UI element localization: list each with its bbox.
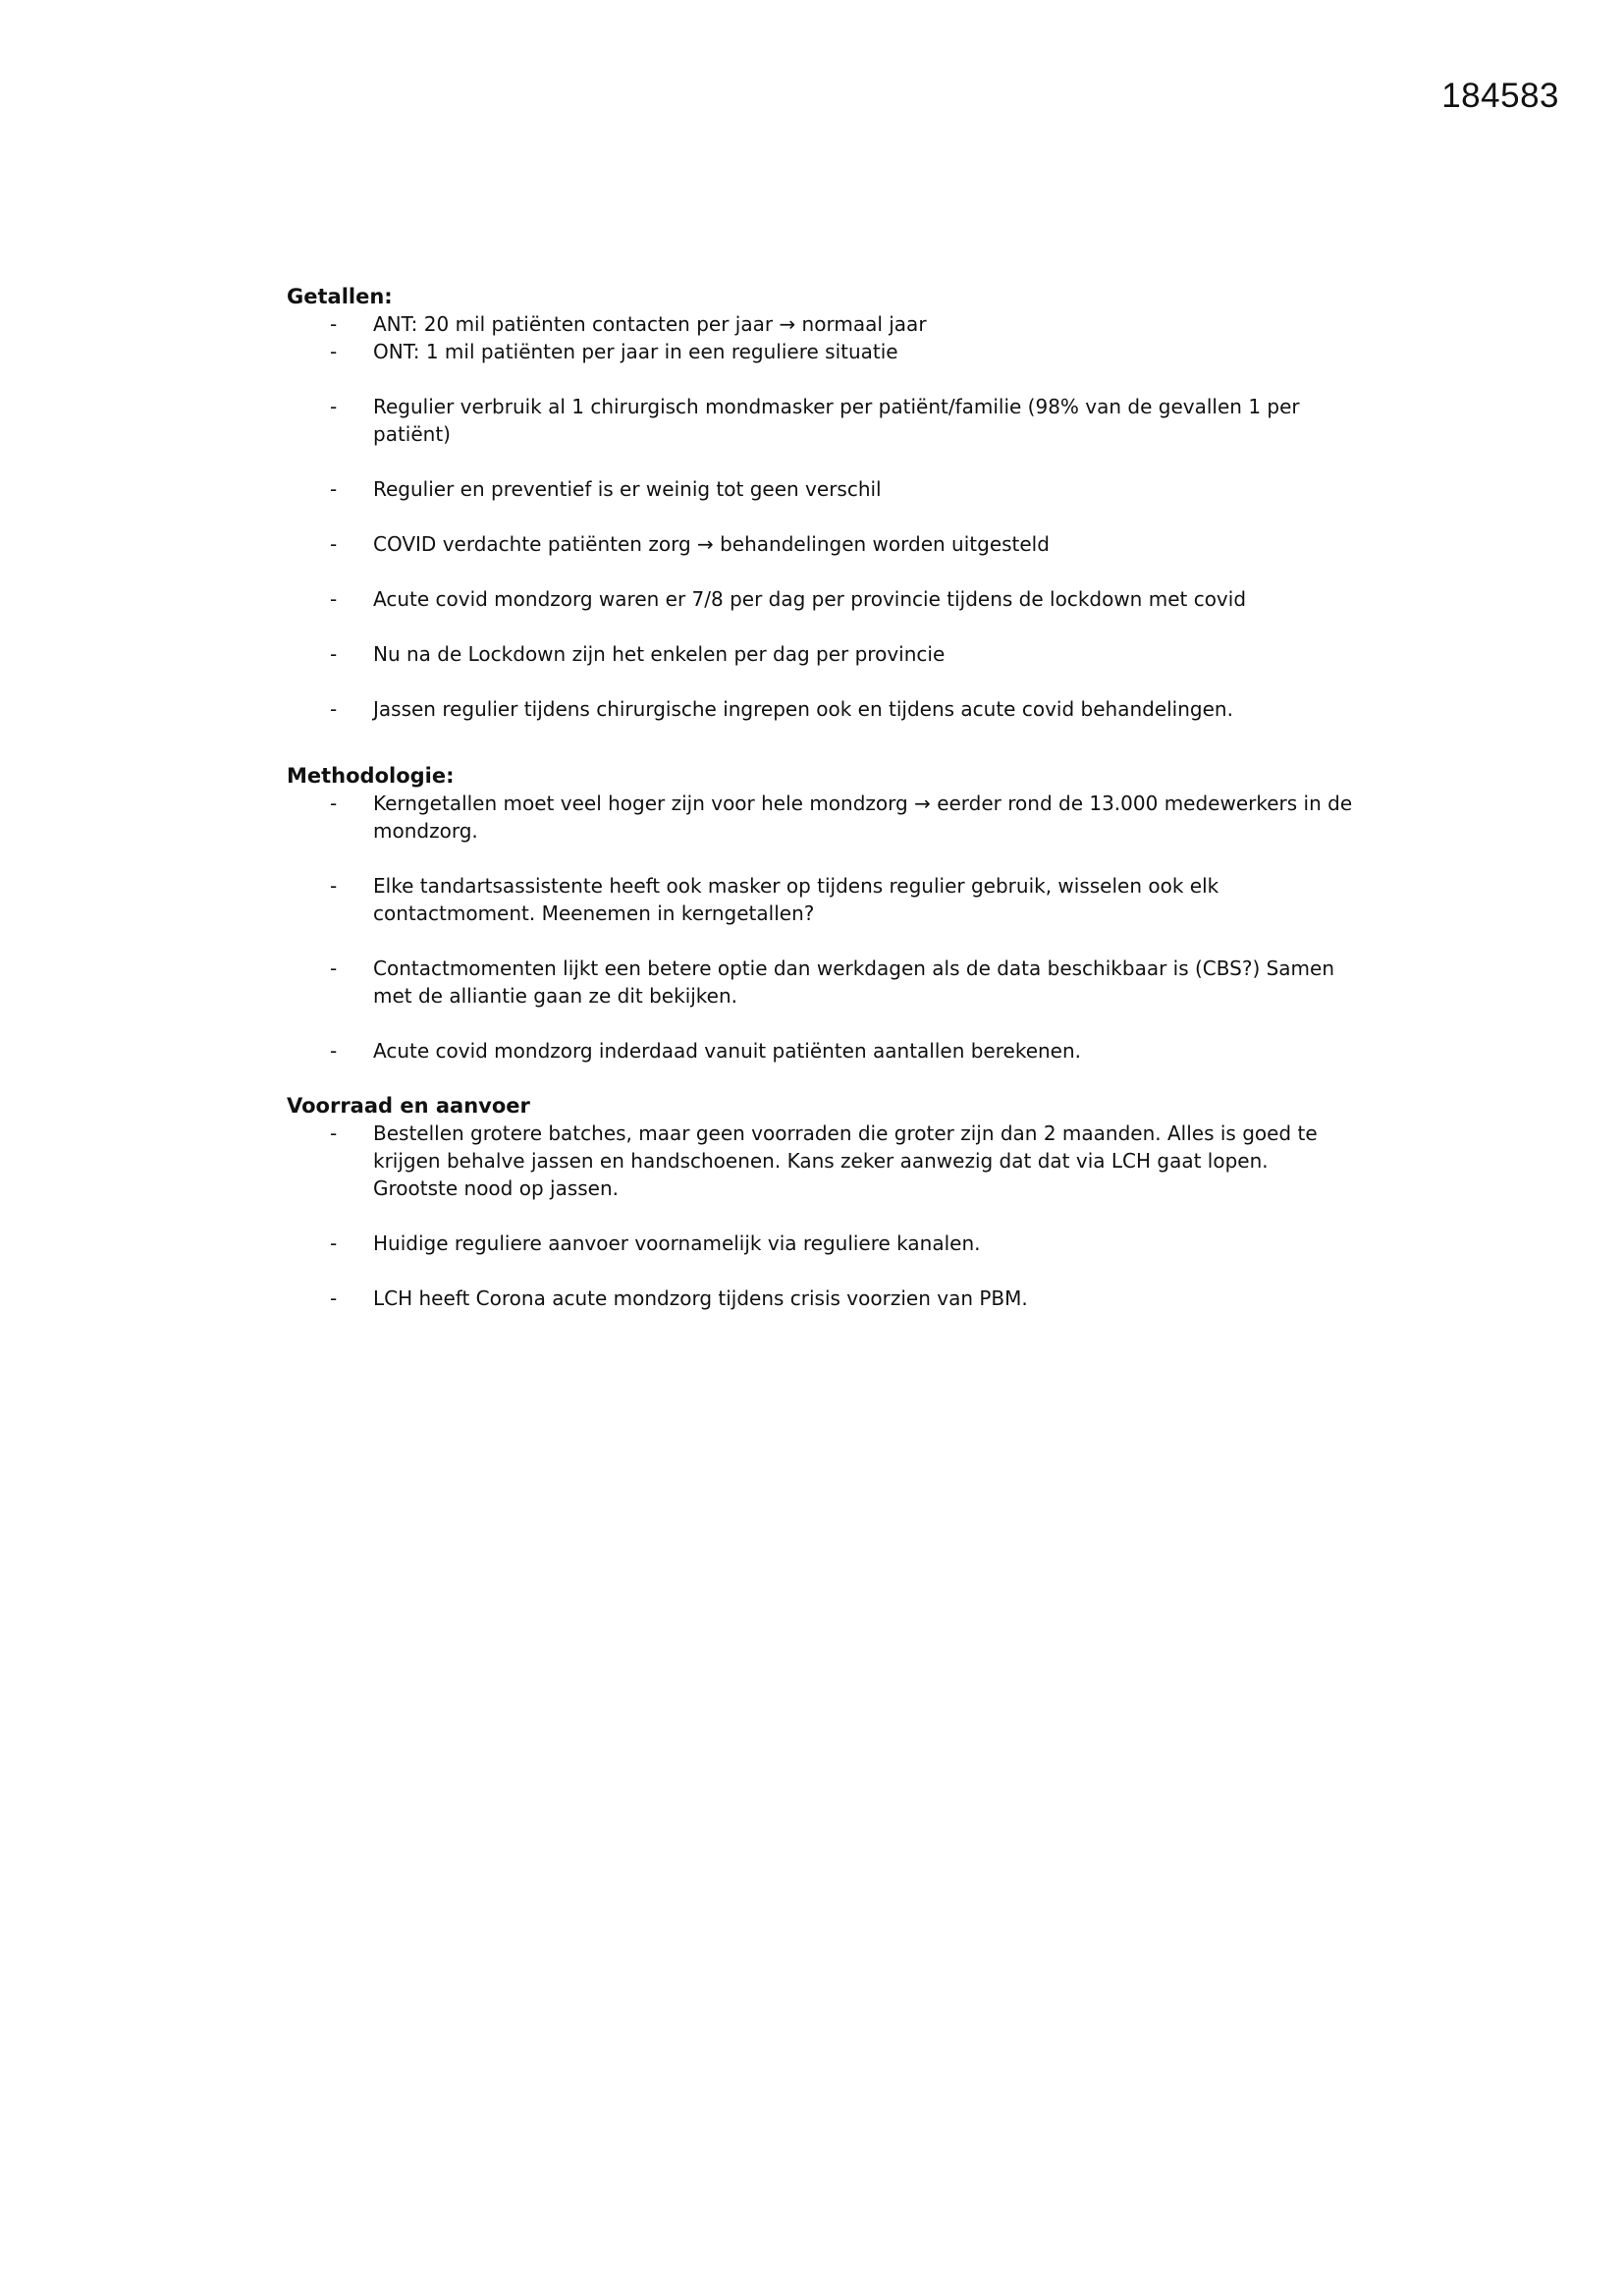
list-item-text: Nu na de Lockdown zijn het enkelen per dag per provincie: [373, 642, 946, 666]
list-item: [287, 955, 1357, 1010]
bullet-dash: -: [330, 1121, 338, 1145]
list-item-text: Bestellen grotere batches, maar geen voorraden die groter zijn dan 2 maanden. Alles is goed te krijgen behalve jassen en handschoenen. Kans zeker aanwezig dat dat via LCH gaat lopen. Grootste nood op jassen.: [373, 1121, 1318, 1200]
list-item-text: COVID verdachte patiënten zorg → behandelingen worden uitgesteld: [373, 532, 1050, 556]
list-item-text: Contactmomenten lijkt een betere optie dan werkdagen als de data beschikbaar is (CBS?) Samen met de alliantie gaan ze dit bekijken.: [373, 957, 1335, 1008]
section-title: Voorraad en aanvoer: [287, 1094, 530, 1118]
section-getallen: [287, 283, 1357, 723]
bullet-list: [287, 790, 1357, 1065]
list-item: [287, 790, 1357, 845]
bullet-dash: -: [330, 792, 338, 815]
section-title: Methodologie:: [287, 764, 455, 788]
list-item: [287, 1285, 1357, 1312]
bullet-dash: -: [330, 532, 338, 556]
list-item-text: Jassen regulier tijdens chirurgische ingrepen ook en tijdens acute covid behandelingen.: [373, 697, 1233, 721]
bullet-dash: -: [330, 957, 338, 980]
list-item: [287, 1120, 1357, 1202]
section-title: Getallen:: [287, 285, 393, 308]
list-item: [287, 530, 1357, 558]
bullet-dash: -: [330, 312, 338, 336]
list-item-text: Regulier verbruik al 1 chirurgisch mondmasker per patiënt/familie (98% van de gevallen 1 per patiënt): [373, 395, 1300, 446]
list-item: [287, 393, 1357, 448]
list-item-text: Kerngetallen moet veel hoger zijn voor hele mondzorg → eerder rond de 13.000 medewerkers in de mondzorg.: [373, 792, 1353, 843]
list-item-text: Acute covid mondzorg waren er 7/8 per dag per provincie tijdens de lockdown met covid: [373, 587, 1247, 611]
section-methodologie: [287, 762, 1357, 1065]
list-item: [287, 585, 1357, 613]
section-voorraad-en-aanvoer: [287, 1092, 1357, 1312]
list-item-text: ANT: 20 mil patiënten contacten per jaar → normaal jaar: [373, 312, 927, 336]
list-item-text: ONT: 1 mil patiënten per jaar in een reguliere situatie: [373, 340, 898, 363]
bullet-dash: -: [330, 340, 338, 363]
bullet-dash: -: [330, 642, 338, 666]
list-item-text: LCH heeft Corona acute mondzorg tijdens crisis voorzien van PBM.: [373, 1286, 1028, 1310]
bullet-dash: -: [330, 1231, 338, 1255]
bullet-dash: -: [330, 477, 338, 501]
list-item: [287, 475, 1357, 503]
list-item: [287, 640, 1357, 668]
list-item-text: Elke tandartsassistente heeft ook masker op tijdens regulier gebruik, wisselen ook elk contactmoment. Meenemen in kerngetallen?: [373, 874, 1219, 925]
list-item-text: Regulier en preventief is er weinig tot geen verschil: [373, 477, 882, 501]
list-item: [287, 338, 1357, 365]
bullet-dash: -: [330, 1286, 338, 1310]
bullet-dash: -: [330, 697, 338, 721]
document-body: [287, 283, 1357, 1351]
list-item: [287, 1230, 1357, 1257]
bullet-list: [287, 310, 1357, 723]
list-item: [287, 695, 1357, 723]
list-item: [287, 310, 1357, 338]
bullet-dash: -: [330, 395, 338, 418]
bullet-dash: -: [330, 587, 338, 611]
document-number: 184583: [1441, 77, 1559, 115]
bullet-dash: -: [330, 874, 338, 898]
list-item-text: Acute covid mondzorg inderdaad vanuit patiënten aantallen berekenen.: [373, 1039, 1082, 1063]
bullet-list: [287, 1120, 1357, 1312]
list-item: [287, 1037, 1357, 1065]
bullet-dash: -: [330, 1039, 338, 1063]
list-item: [287, 872, 1357, 927]
list-item-text: Huidige reguliere aanvoer voornamelijk via reguliere kanalen.: [373, 1231, 981, 1255]
